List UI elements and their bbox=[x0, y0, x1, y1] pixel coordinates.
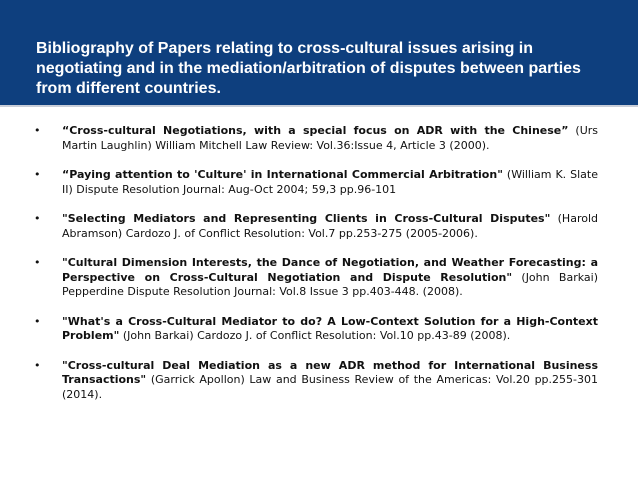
reference-details: (John Barkai) Pepperdine Dispute Resolution Journal: Vol.8 Issue 3 pp.403-448. (2008). bbox=[62, 270, 598, 298]
bullet-icon: • bbox=[34, 314, 41, 328]
reference-item bbox=[0, 256, 638, 300]
title-banner bbox=[0, 0, 638, 107]
reference-item bbox=[0, 168, 638, 197]
reference-item bbox=[0, 359, 638, 403]
reference-item bbox=[0, 124, 638, 153]
bullet-icon: • bbox=[34, 256, 41, 269]
bullet-icon: • bbox=[34, 168, 41, 181]
reference-details: (Harold Abramson) Cardozo J. of Conflict Resolution: Vol.7 pp.253-275 (2005-2006). bbox=[62, 212, 598, 240]
bullet-icon: • bbox=[34, 212, 41, 225]
reference-title: “Paying attention to 'Culture' in International Commercial Arbitration" bbox=[62, 168, 503, 181]
reference-details: (Garrick Apollon) Law and Business Review of the Americas: Vol.20 pp.255-301 (2014). bbox=[62, 373, 598, 401]
reference-title: “Cross-cultural Negotiations, with a special focus on ADR with the Chinese” bbox=[62, 124, 569, 137]
reference-details: (William K. Slate II) Dispute Resolution Journal: Aug-Oct 2004; 59,3 pp.96-101 bbox=[62, 168, 598, 196]
reference-list bbox=[0, 124, 638, 417]
reference-title: "Cultural Dimension Interests, the Dance of Negotiation, and Weather Forecasting: a Perspective on Cross-Cultural Negotiation and Dispute Resolution" bbox=[62, 256, 598, 284]
reference-details: (Urs Martin Laughlin) William Mitchell Law Review: Vol.36:Issue 4, Article 3 (2000). bbox=[62, 124, 598, 152]
page-title: Bibliography of Papers relating to cross-cultural issues arising in negotiating and in the mediation/arbitration of disputes between parties from different countries. bbox=[36, 40, 581, 97]
bullet-icon: • bbox=[34, 358, 41, 372]
reference-title: "Selecting Mediators and Representing Clients in Cross-Cultural Disputes" bbox=[62, 212, 551, 225]
reference-details: (John Barkai) Cardozo J. of Conflict Resolution: Vol.10 pp.43-89 (2008). bbox=[119, 329, 511, 342]
bullet-icon: • bbox=[34, 124, 41, 137]
reference-title: "Cross-cultural Deal Mediation as a new ADR method for International Business Transactions" bbox=[62, 358, 598, 386]
reference-title: "What's a Cross-Cultural Mediator to do? A Low-Context Solution for a High-Context Problem" bbox=[62, 314, 598, 342]
reference-item bbox=[0, 315, 638, 344]
reference-item bbox=[0, 212, 638, 241]
